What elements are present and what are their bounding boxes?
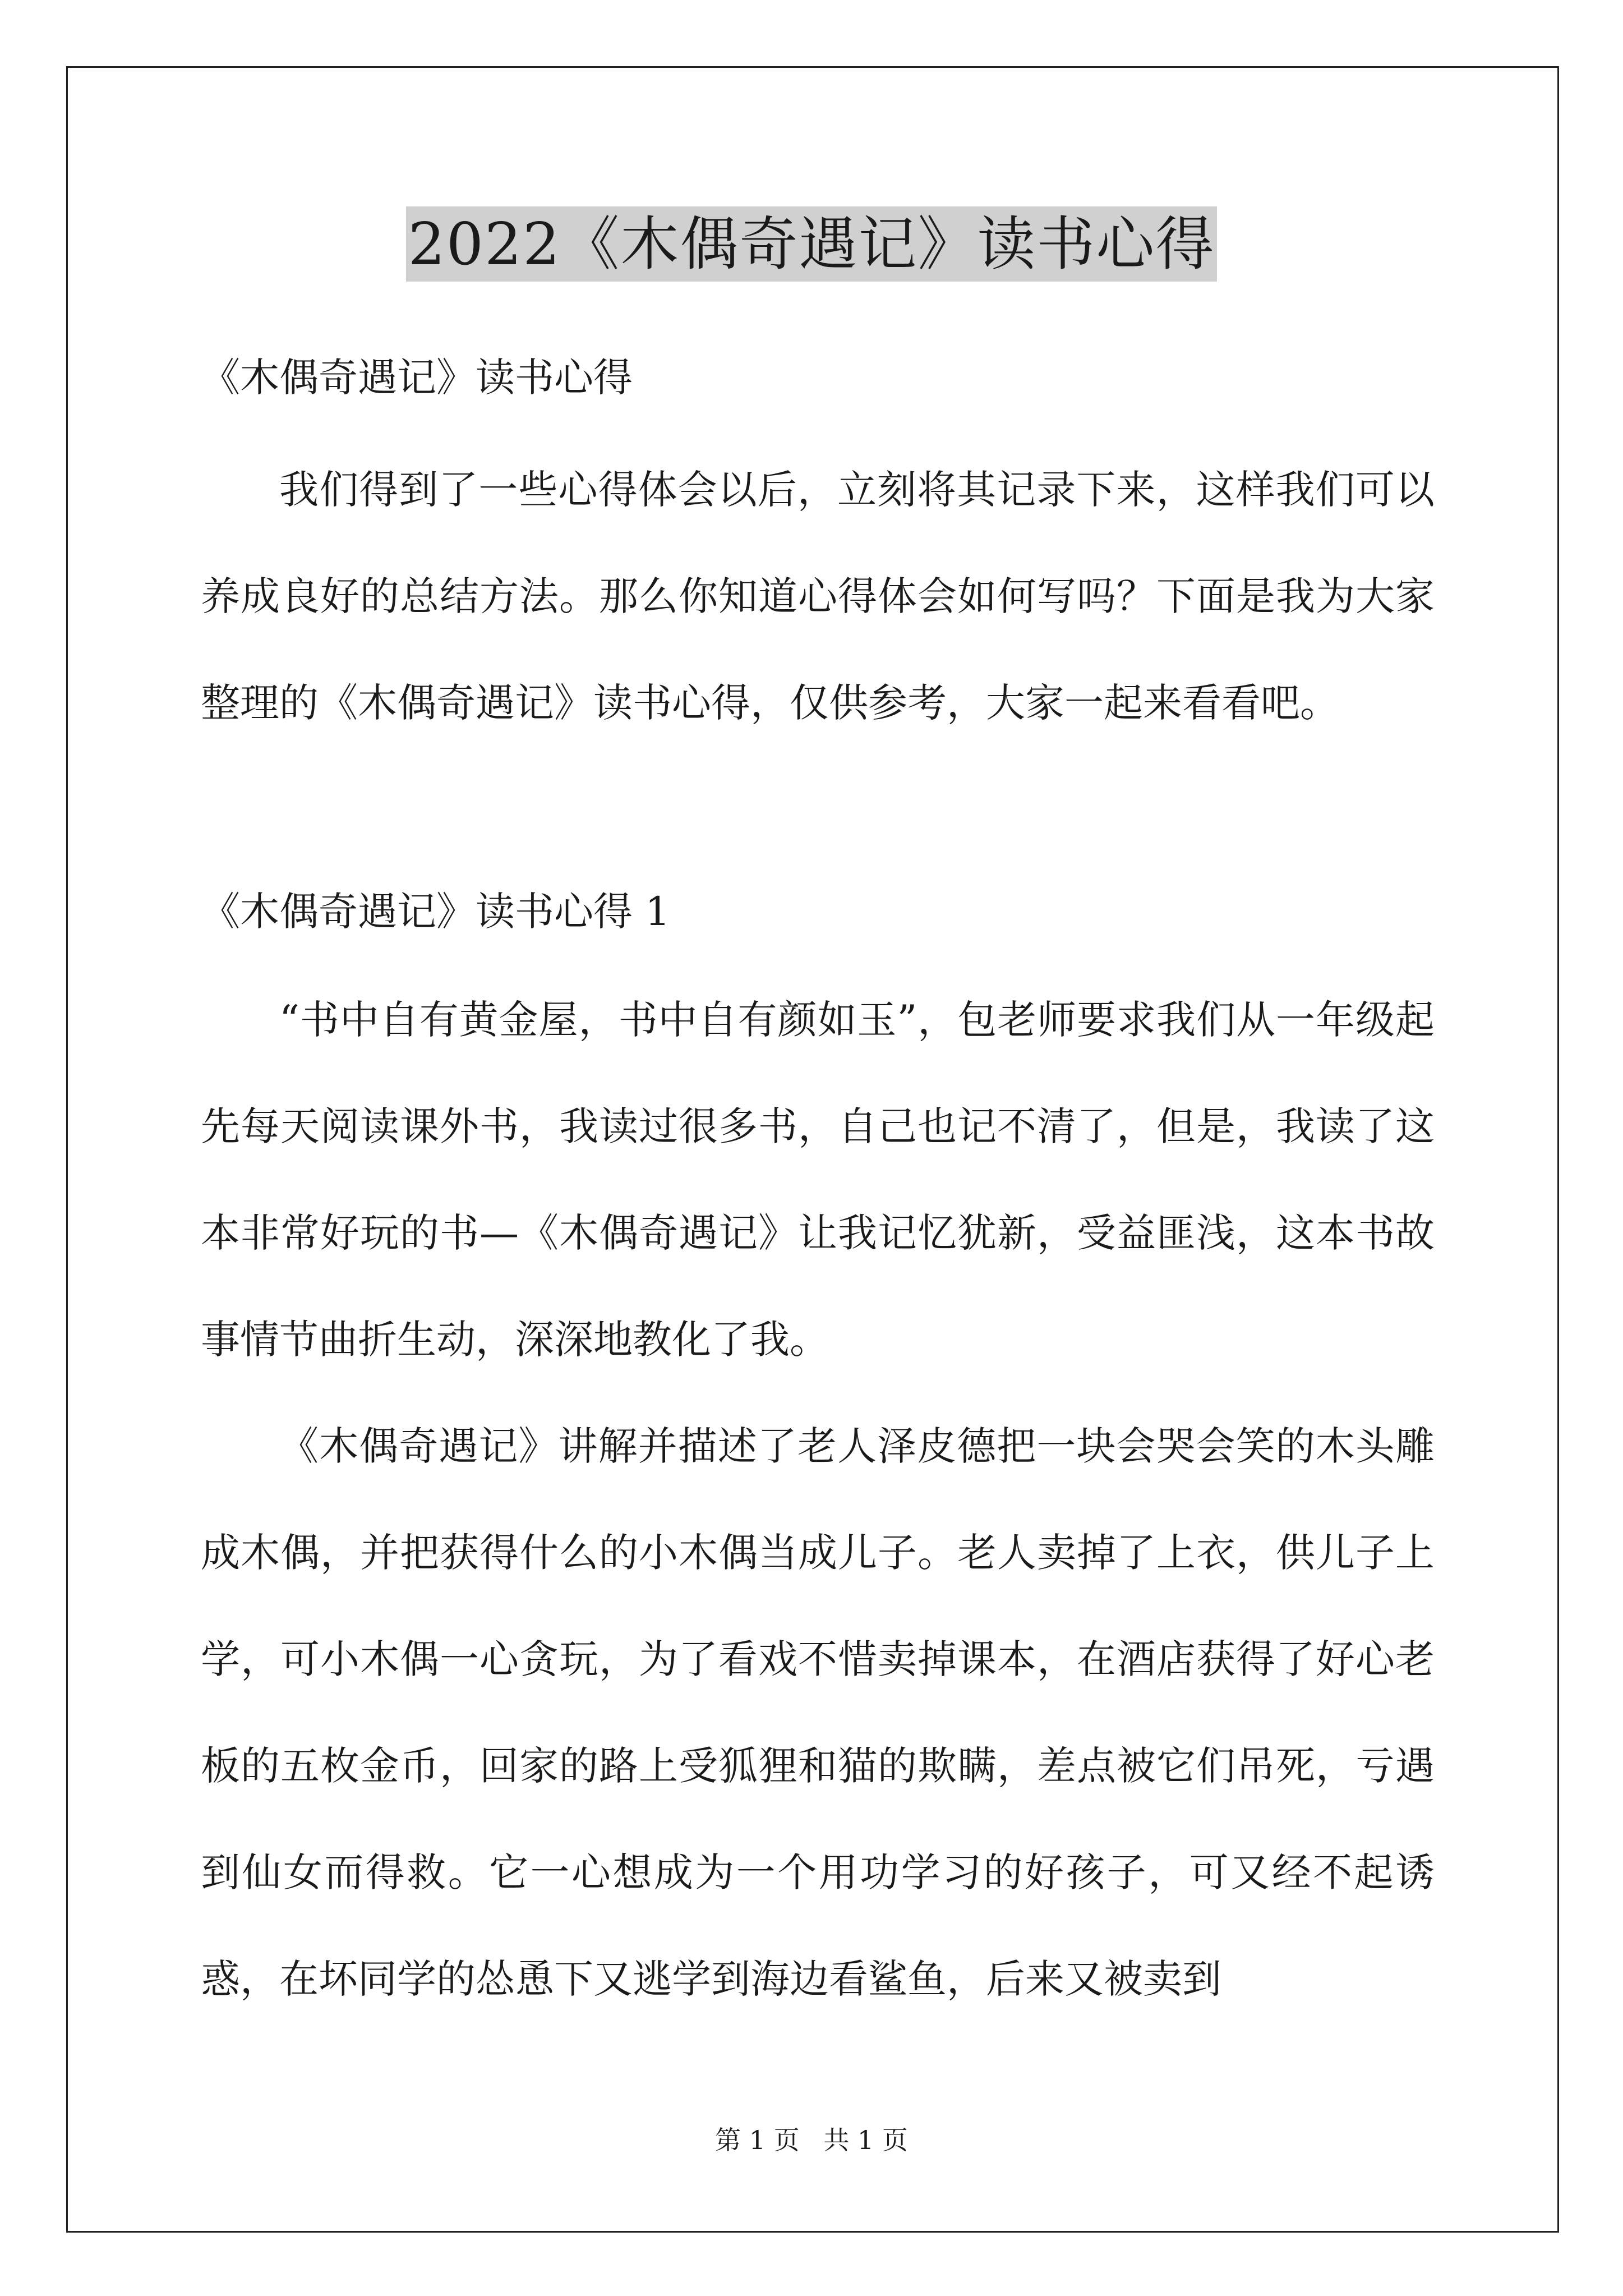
- body-paragraph-2: 《木偶奇遇记》讲解并描述了老人泽皮德把一块会哭会笑的木头雕成木偶，并把获得什么的小木偶当成儿子。老人卖掉了上衣，供儿子上学，可小木偶一心贪玩，为了看戏不惜卖掉课本，在酒店获得了好心老板的五枚金币，回家的路上受狐狸和猫的欺瞒，差点被它们吊死，亏遇到仙女而得救。它一心想成为一个用功学习的好孩子，可又经不起诱惑，在坏同学的怂恿下又逃学到海边看鲨鱼，后来又被卖到: [201, 1423, 1435, 2002]
- page-footer: [0, 2123, 1623, 2157]
- body-paragraph-1: “书中自有黄金屋，书中自有颜如玉”，包老师要求我们从一年级起先每天阅读课外书，我读过很多书，自己也记不清了，但是，我读了这本非常好玩的书—《木偶奇遇记》让我记忆犹新，受益匪浅，这本书故事情节曲折生动，深深地教化了我。: [201, 997, 1435, 1363]
- page-number: 第 1 页: [715, 2125, 800, 2155]
- document-subtitle: 《木偶奇遇记》读书心得: [201, 355, 633, 401]
- intro-paragraph: 我们得到了一些心得体会以后，立刻将其记录下来，这样我们可以养成良好的总结方法。那么你知道心得体会如何写吗？下面是我为大家整理的《木偶奇遇记》读书心得，仅供参考，大家一起来看看吧。: [201, 467, 1435, 726]
- document-title: 2022《木偶奇遇记》读书心得: [406, 206, 1218, 282]
- title-block: [0, 206, 1623, 282]
- section-heading: 《木偶奇遇记》读书心得 1: [201, 889, 670, 935]
- page-total: 共 1 页: [823, 2125, 908, 2155]
